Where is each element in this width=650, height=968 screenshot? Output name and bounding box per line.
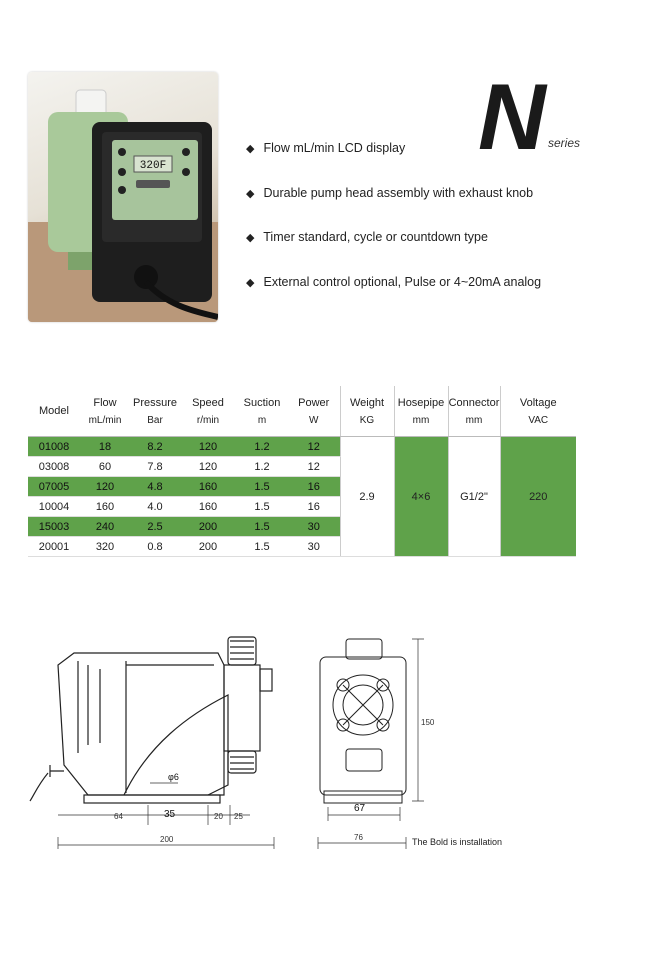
header-weight: Weight KG bbox=[340, 386, 394, 437]
front-view bbox=[320, 639, 406, 803]
dim-20: 20 bbox=[214, 812, 223, 821]
diamond-bullet-icon: ◆ bbox=[246, 143, 255, 155]
table-header-row bbox=[28, 386, 576, 437]
header-power: Power W bbox=[288, 386, 340, 437]
table-row: 01008 18 8.2 120 1.2 12 2.9 4×6 G1/2" 220 bbox=[28, 437, 576, 457]
dim-150: 150 bbox=[421, 718, 435, 727]
diamond-bullet-icon: ◆ bbox=[246, 188, 255, 200]
header-flow: Flow mL/min bbox=[80, 386, 130, 437]
feature-item: ◆ Timer standard, cycle or countdown type bbox=[246, 230, 488, 244]
table-row: 10004 160 4.0 160 1.5 16 bbox=[28, 497, 576, 517]
logo-series-text: series bbox=[548, 136, 581, 150]
lcd-readout: 320F bbox=[139, 160, 167, 172]
feature-item: ◆ External control optional, Pulse or 4~20mA analog bbox=[246, 275, 542, 289]
diamond-bullet-icon: ◆ bbox=[246, 277, 255, 289]
hosepipe-cell: 4×6 bbox=[394, 437, 448, 557]
product-photo bbox=[28, 72, 218, 322]
installation-note: The Bold is installation bbox=[412, 837, 503, 847]
voltage-cell: 220 bbox=[500, 437, 576, 557]
dim-35: 35 bbox=[164, 809, 176, 820]
feature-item: ◆ Durable pump head assembly with exhaust knob bbox=[246, 186, 534, 200]
header-model: Model bbox=[28, 386, 80, 437]
table-row: 20001 320 0.8 200 1.5 30 bbox=[28, 537, 576, 557]
header-suction: Suction m bbox=[236, 386, 288, 437]
side-view bbox=[30, 637, 272, 803]
dimension-labels bbox=[114, 718, 435, 844]
header-speed: Speed r/min bbox=[180, 386, 236, 437]
table-row: 15003 240 2.5 200 1.5 30 bbox=[28, 517, 576, 537]
feature-item: ◆ Flow mL/min LCD display bbox=[246, 141, 406, 155]
connector-cell: G1/2" bbox=[448, 437, 500, 557]
dimension-drawing bbox=[28, 625, 628, 855]
dim-200: 200 bbox=[160, 835, 174, 844]
table-row: 03008 60 7.8 120 1.2 12 bbox=[28, 457, 576, 477]
dim-25: 25 bbox=[234, 812, 243, 821]
header-connector: Connector mm bbox=[448, 386, 500, 437]
dim-phi6: φ6 bbox=[168, 772, 179, 782]
dim-67: 67 bbox=[354, 803, 366, 814]
table-row: 07005 120 4.8 160 1.5 16 bbox=[28, 477, 576, 497]
logo-letter: N bbox=[478, 64, 544, 169]
dim-76: 76 bbox=[354, 833, 363, 842]
diamond-bullet-icon: ◆ bbox=[246, 232, 255, 244]
dim-64: 64 bbox=[114, 812, 123, 821]
weight-cell: 2.9 bbox=[340, 437, 394, 557]
pump-illustration bbox=[28, 72, 218, 322]
series-logo bbox=[478, 64, 618, 169]
header-hosepipe: Hosepipe mm bbox=[394, 386, 448, 437]
spec-table bbox=[28, 386, 576, 557]
header-voltage: Voltage VAC bbox=[500, 386, 576, 437]
header-pressure: Pressure Bar bbox=[130, 386, 180, 437]
